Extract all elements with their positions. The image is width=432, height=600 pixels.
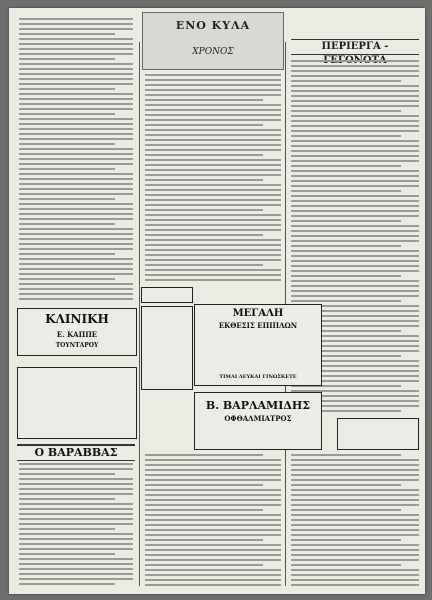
text-line xyxy=(19,573,133,575)
ad-subtitle: ΕΚΘΕΣΙΣ ΕΠΙΠΛΩΝ xyxy=(218,321,298,330)
text-line xyxy=(145,274,281,276)
text-line xyxy=(145,134,281,136)
text-line xyxy=(145,229,281,231)
text-line xyxy=(19,498,115,500)
ad-title: ΚΛΙΝΙΚΗ xyxy=(45,312,109,326)
text-line xyxy=(19,278,115,280)
text-line xyxy=(291,509,401,511)
text-line xyxy=(19,38,133,40)
text-line xyxy=(19,468,133,470)
text-line xyxy=(19,248,133,250)
text-line xyxy=(145,159,281,161)
text-line xyxy=(291,529,419,531)
text-line xyxy=(19,98,133,100)
text-line xyxy=(145,484,263,486)
text-line xyxy=(145,569,281,571)
text-line xyxy=(145,219,281,221)
text-line xyxy=(145,84,281,86)
text-line xyxy=(291,210,419,212)
text-line xyxy=(145,514,281,516)
text-line xyxy=(19,473,115,475)
masthead-title: ΕΝΟ ΚΥΛΑ xyxy=(175,19,251,32)
column-rule xyxy=(139,42,140,586)
text-line xyxy=(19,188,133,190)
text-line xyxy=(291,454,401,456)
text-line xyxy=(291,185,419,187)
text-line xyxy=(19,43,133,45)
text-line xyxy=(291,519,419,521)
text-line xyxy=(145,129,281,131)
text-line xyxy=(291,484,401,486)
text-line xyxy=(19,88,115,90)
text-line xyxy=(145,559,281,561)
text-line xyxy=(291,100,419,102)
text-line xyxy=(145,534,281,536)
text-line xyxy=(145,469,281,471)
text-line xyxy=(19,233,133,235)
text-line xyxy=(145,279,281,281)
text-line xyxy=(19,483,133,485)
text-line xyxy=(291,544,419,546)
text-line xyxy=(291,265,419,267)
text-line xyxy=(291,140,419,142)
notice-box xyxy=(141,287,193,303)
text-line xyxy=(291,110,401,112)
text-line xyxy=(19,153,133,155)
text-line xyxy=(19,163,133,165)
notice-box xyxy=(17,367,137,439)
text-line xyxy=(291,115,419,117)
ad-price-line: ΤΙΜΑΙ ΛΕΥΚΑΙ ΓΙΝΩΣΚΕΤΕ xyxy=(219,374,297,380)
text-line xyxy=(291,574,419,576)
text-line xyxy=(19,158,133,160)
text-line xyxy=(19,298,133,300)
text-line xyxy=(19,543,133,545)
text-line xyxy=(291,120,419,122)
text-line xyxy=(145,544,281,546)
text-line xyxy=(291,75,419,77)
newspaper-page xyxy=(9,8,425,594)
text-line xyxy=(145,224,281,226)
text-line xyxy=(145,174,281,176)
text-line xyxy=(291,85,419,87)
text-line xyxy=(19,23,133,25)
masthead xyxy=(142,12,284,70)
text-line xyxy=(291,70,419,72)
text-line xyxy=(19,78,133,80)
text-line xyxy=(145,184,281,186)
text-line xyxy=(145,459,281,461)
text-line xyxy=(19,288,133,290)
text-line xyxy=(145,554,281,556)
text-line xyxy=(19,568,133,570)
text-line xyxy=(19,578,133,580)
text-line xyxy=(145,89,281,91)
text-line xyxy=(291,150,419,152)
text-line xyxy=(19,93,133,95)
text-line xyxy=(291,135,401,137)
text-line xyxy=(19,223,115,225)
text-line xyxy=(291,499,419,501)
text-line xyxy=(291,549,419,551)
text-line xyxy=(291,280,419,282)
text-line xyxy=(19,113,115,115)
ad-line: Ε. ΚΑΠΠΕ xyxy=(56,330,98,339)
text-line xyxy=(291,200,419,202)
text-line xyxy=(291,165,401,167)
text-line xyxy=(145,464,281,466)
text-line xyxy=(19,143,115,145)
text-line xyxy=(19,198,115,200)
text-line xyxy=(19,523,133,525)
text-line xyxy=(19,258,133,260)
ad-title: Β. ΒΑΡΛΑΜΙΔΗΣ xyxy=(205,399,311,412)
text-line xyxy=(291,155,419,157)
text-line xyxy=(145,79,281,81)
text-line xyxy=(145,239,281,241)
text-line xyxy=(291,569,419,571)
text-line xyxy=(19,193,133,195)
text-line xyxy=(291,255,419,257)
text-line xyxy=(291,260,419,262)
text-line xyxy=(19,513,133,515)
text-line xyxy=(291,145,419,147)
text-line xyxy=(145,564,263,566)
text-line xyxy=(145,454,263,456)
text-line xyxy=(19,218,133,220)
text-line xyxy=(19,108,133,110)
text-line xyxy=(19,243,133,245)
text-line xyxy=(19,508,133,510)
text-line xyxy=(145,234,263,236)
text-line xyxy=(145,504,281,506)
text-line xyxy=(291,125,419,127)
text-line xyxy=(19,73,133,75)
text-line xyxy=(19,263,133,265)
ad-line: ΤΟΥΝΤΑΡΟΥ xyxy=(55,342,99,349)
text-line xyxy=(291,504,419,506)
notice-box xyxy=(141,306,193,390)
text-line xyxy=(145,579,281,581)
text-line xyxy=(291,524,419,526)
text-line xyxy=(291,220,401,222)
text-line xyxy=(145,519,281,521)
text-line xyxy=(291,464,419,466)
text-line xyxy=(145,114,281,116)
text-line xyxy=(145,264,263,266)
text-line xyxy=(291,539,401,541)
text-line xyxy=(19,583,115,585)
text-line xyxy=(291,275,401,277)
text-line xyxy=(145,169,281,171)
text-line xyxy=(19,138,133,140)
text-line xyxy=(145,539,263,541)
advertisement-ophthalmologist xyxy=(194,392,322,450)
text-line xyxy=(19,183,133,185)
text-line xyxy=(145,574,281,576)
text-line xyxy=(19,478,133,480)
text-line xyxy=(291,60,419,62)
text-line xyxy=(291,579,419,581)
text-line xyxy=(19,18,133,20)
text-line xyxy=(19,488,133,490)
ad-title: ΜΕΓΑΛΗ xyxy=(232,308,284,319)
text-line xyxy=(145,549,281,551)
text-line xyxy=(291,215,419,217)
text-line xyxy=(19,463,133,465)
text-line xyxy=(19,103,133,105)
text-line xyxy=(145,124,263,126)
text-line xyxy=(19,208,133,210)
text-line xyxy=(291,90,419,92)
text-line xyxy=(145,529,281,531)
text-line xyxy=(145,119,281,121)
text-line xyxy=(19,48,133,50)
text-line xyxy=(145,584,281,586)
text-line xyxy=(19,558,133,560)
text-line xyxy=(19,118,133,120)
text-line xyxy=(291,534,419,536)
text-line xyxy=(145,199,281,201)
text-line xyxy=(291,295,419,297)
text-line xyxy=(145,259,281,261)
text-line xyxy=(291,130,419,132)
text-line xyxy=(291,474,419,476)
text-line xyxy=(291,459,419,461)
text-line xyxy=(19,238,133,240)
text-line xyxy=(291,80,401,82)
text-line xyxy=(19,528,115,530)
text-line xyxy=(19,563,133,565)
text-line xyxy=(291,195,419,197)
text-line xyxy=(145,189,281,191)
text-line xyxy=(19,293,133,295)
text-line xyxy=(291,175,419,177)
text-line xyxy=(291,300,401,302)
notice-box xyxy=(337,418,419,450)
text-line xyxy=(291,160,419,162)
text-line xyxy=(291,240,419,242)
text-line xyxy=(145,214,281,216)
text-line xyxy=(291,235,419,237)
advertisement-play xyxy=(17,444,135,461)
text-line xyxy=(145,494,281,496)
text-line xyxy=(145,269,281,271)
text-line xyxy=(291,245,401,247)
text-line xyxy=(19,203,133,205)
text-line xyxy=(145,144,281,146)
text-line xyxy=(291,105,419,107)
text-line xyxy=(19,148,133,150)
text-line xyxy=(291,554,419,556)
text-line xyxy=(145,94,281,96)
text-line xyxy=(291,270,419,272)
text-line xyxy=(291,584,419,586)
text-line xyxy=(291,514,419,516)
advertisement-clinic xyxy=(17,308,137,356)
text-line xyxy=(145,244,281,246)
text-line xyxy=(19,173,133,175)
text-line xyxy=(19,53,133,55)
text-line xyxy=(145,149,281,151)
text-line xyxy=(19,253,115,255)
text-line xyxy=(291,469,419,471)
text-line xyxy=(19,273,133,275)
masthead-subtitle: ΧΡΟΝΟΣ xyxy=(192,47,234,57)
text-line xyxy=(291,494,419,496)
text-line xyxy=(145,209,263,211)
text-line xyxy=(145,204,281,206)
ad-title: Ο ΒΑΡΑΒΒΑΣ xyxy=(34,446,118,459)
text-line xyxy=(145,194,281,196)
text-line xyxy=(145,154,263,156)
text-line xyxy=(19,553,115,555)
text-line xyxy=(291,225,419,227)
text-line xyxy=(19,533,133,535)
text-line xyxy=(19,133,133,135)
text-line xyxy=(291,250,419,252)
text-line xyxy=(145,164,281,166)
text-line xyxy=(145,524,281,526)
text-line xyxy=(145,479,281,481)
text-line xyxy=(19,168,115,170)
text-line xyxy=(19,68,133,70)
text-line xyxy=(291,479,419,481)
text-line xyxy=(291,559,419,561)
text-line xyxy=(145,509,263,511)
text-line xyxy=(145,249,281,251)
text-line xyxy=(291,285,419,287)
text-line xyxy=(19,33,115,35)
text-line xyxy=(19,63,133,65)
advertisement-furniture xyxy=(194,304,322,386)
text-line xyxy=(291,95,419,97)
section-title: ΠΕΡΙΕΡΓΑ - xyxy=(321,41,389,52)
text-line xyxy=(291,180,419,182)
text-line xyxy=(19,128,133,130)
text-line xyxy=(19,518,133,520)
text-line xyxy=(291,65,419,67)
text-line xyxy=(291,290,419,292)
text-line xyxy=(19,548,133,550)
text-line xyxy=(19,228,133,230)
text-line xyxy=(19,538,133,540)
text-line xyxy=(19,123,133,125)
text-line xyxy=(291,489,419,491)
text-line xyxy=(19,268,133,270)
text-line xyxy=(145,104,281,106)
text-line xyxy=(145,74,281,76)
section-header xyxy=(291,39,419,55)
text-line xyxy=(145,254,281,256)
text-line xyxy=(145,489,281,491)
text-line xyxy=(291,564,401,566)
text-line xyxy=(19,178,133,180)
text-line xyxy=(145,474,281,476)
text-line xyxy=(291,190,401,192)
text-line xyxy=(19,83,133,85)
text-line xyxy=(19,58,115,60)
text-line xyxy=(145,499,281,501)
ad-subtitle: ΟΦΘΑΛΜΙΑΤΡΟΣ xyxy=(224,414,292,423)
text-line xyxy=(19,503,133,505)
text-line xyxy=(145,99,263,101)
text-line xyxy=(291,170,419,172)
text-line xyxy=(19,213,133,215)
text-line xyxy=(19,283,133,285)
text-line xyxy=(145,109,281,111)
text-line xyxy=(145,139,281,141)
text-line xyxy=(291,205,419,207)
text-line xyxy=(19,493,133,495)
text-line xyxy=(145,179,263,181)
text-line xyxy=(291,230,419,232)
text-line xyxy=(19,28,133,30)
